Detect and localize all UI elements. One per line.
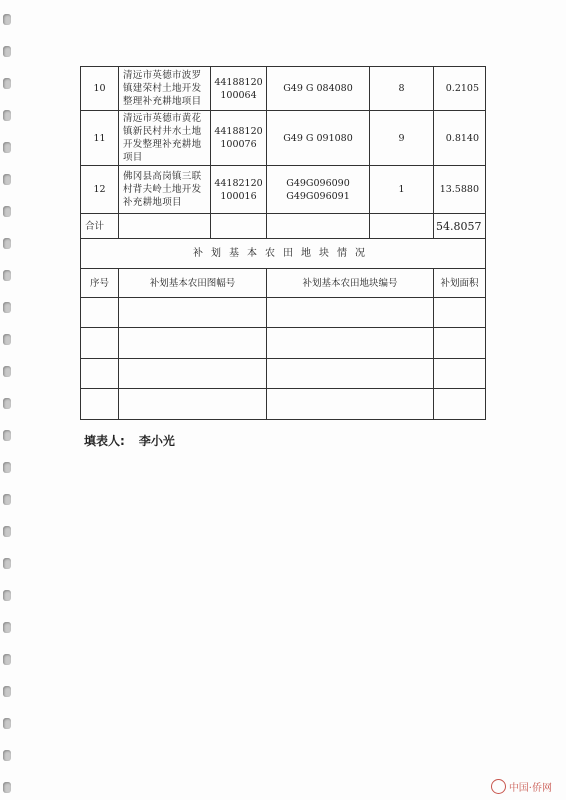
binder-hole [3, 462, 11, 473]
binder-hole [3, 14, 11, 25]
project-name: 清远市英德市黄花镇新民村井水土地开发整理补充耕地项目 [119, 111, 211, 166]
blank-row [81, 359, 486, 389]
binder-hole [3, 110, 11, 121]
header-no: 序号 [81, 269, 119, 298]
total-row [81, 214, 486, 239]
header-map: 补划基本农田图幅号 [119, 269, 267, 298]
binder-hole [3, 430, 11, 441]
section-title: 补划基本农田地块情况 [81, 239, 486, 269]
land-table [80, 66, 486, 420]
filler-name: 李小光 [138, 434, 175, 448]
binder-hole [3, 654, 11, 665]
project-name: 清远市英德市波罗镇建荣村土地开发整理补充耕地项目 [119, 67, 211, 111]
block-count: 9 [370, 111, 434, 166]
row-number: 11 [81, 111, 119, 166]
map-sheet: G49 G 091080 [267, 111, 370, 166]
empty-cell [211, 214, 267, 239]
map-sheet: G49 G 084080 [267, 67, 370, 111]
binder-hole [3, 526, 11, 537]
filler-label: 填表人: [84, 434, 125, 448]
binder-hole [3, 494, 11, 505]
binder-hole [3, 622, 11, 633]
binder-hole [3, 270, 11, 281]
project-code: 44182120 100016 [211, 166, 267, 214]
header-area: 补划面积 [434, 269, 486, 298]
watermark-logo [491, 779, 552, 794]
seal-icon [491, 779, 506, 794]
section-title-row [81, 239, 486, 269]
sub-header-row [81, 269, 486, 298]
project-code: 44188120 100064 [211, 67, 267, 111]
table-row [81, 111, 486, 166]
total-value: 54.8057 [434, 214, 486, 239]
binder-hole [3, 558, 11, 569]
binder-hole [3, 590, 11, 601]
binder-hole [3, 782, 11, 793]
map-sheet: G49G096090 G49G096091 [267, 166, 370, 214]
binder-hole [3, 142, 11, 153]
empty-cell [119, 214, 211, 239]
form-filler [84, 432, 175, 449]
area-value: 0.8140 [434, 111, 486, 166]
watermark-text: 中国·侨网 [508, 783, 552, 794]
project-name: 佛冈县高岗镇三联村背夫岭土地开发补充耕地项目 [119, 166, 211, 214]
area-value: 13.5880 [434, 166, 486, 214]
binder-hole [3, 366, 11, 377]
table-row [81, 166, 486, 214]
binder-hole [3, 718, 11, 729]
blank-row [81, 298, 486, 328]
area-value: 0.2105 [434, 67, 486, 111]
binder-hole [3, 750, 11, 761]
empty-cell [370, 214, 434, 239]
binder-hole [3, 46, 11, 57]
binder-hole [3, 206, 11, 217]
binder-hole [3, 398, 11, 409]
binder-hole [3, 334, 11, 345]
header-block: 补划基本农田地块编号 [267, 269, 434, 298]
binder-hole [3, 174, 11, 185]
row-number: 10 [81, 67, 119, 111]
block-count: 1 [370, 166, 434, 214]
binder-holes [0, 0, 16, 800]
blank-row [81, 389, 486, 420]
binder-hole [3, 302, 11, 313]
table-row [81, 67, 486, 111]
row-number: 12 [81, 166, 119, 214]
empty-cell [267, 214, 370, 239]
block-count: 8 [370, 67, 434, 111]
binder-hole [3, 686, 11, 697]
binder-hole [3, 78, 11, 89]
project-code: 44188120 100076 [211, 111, 267, 166]
binder-hole [3, 238, 11, 249]
blank-row [81, 328, 486, 359]
total-label: 合计 [81, 214, 119, 239]
